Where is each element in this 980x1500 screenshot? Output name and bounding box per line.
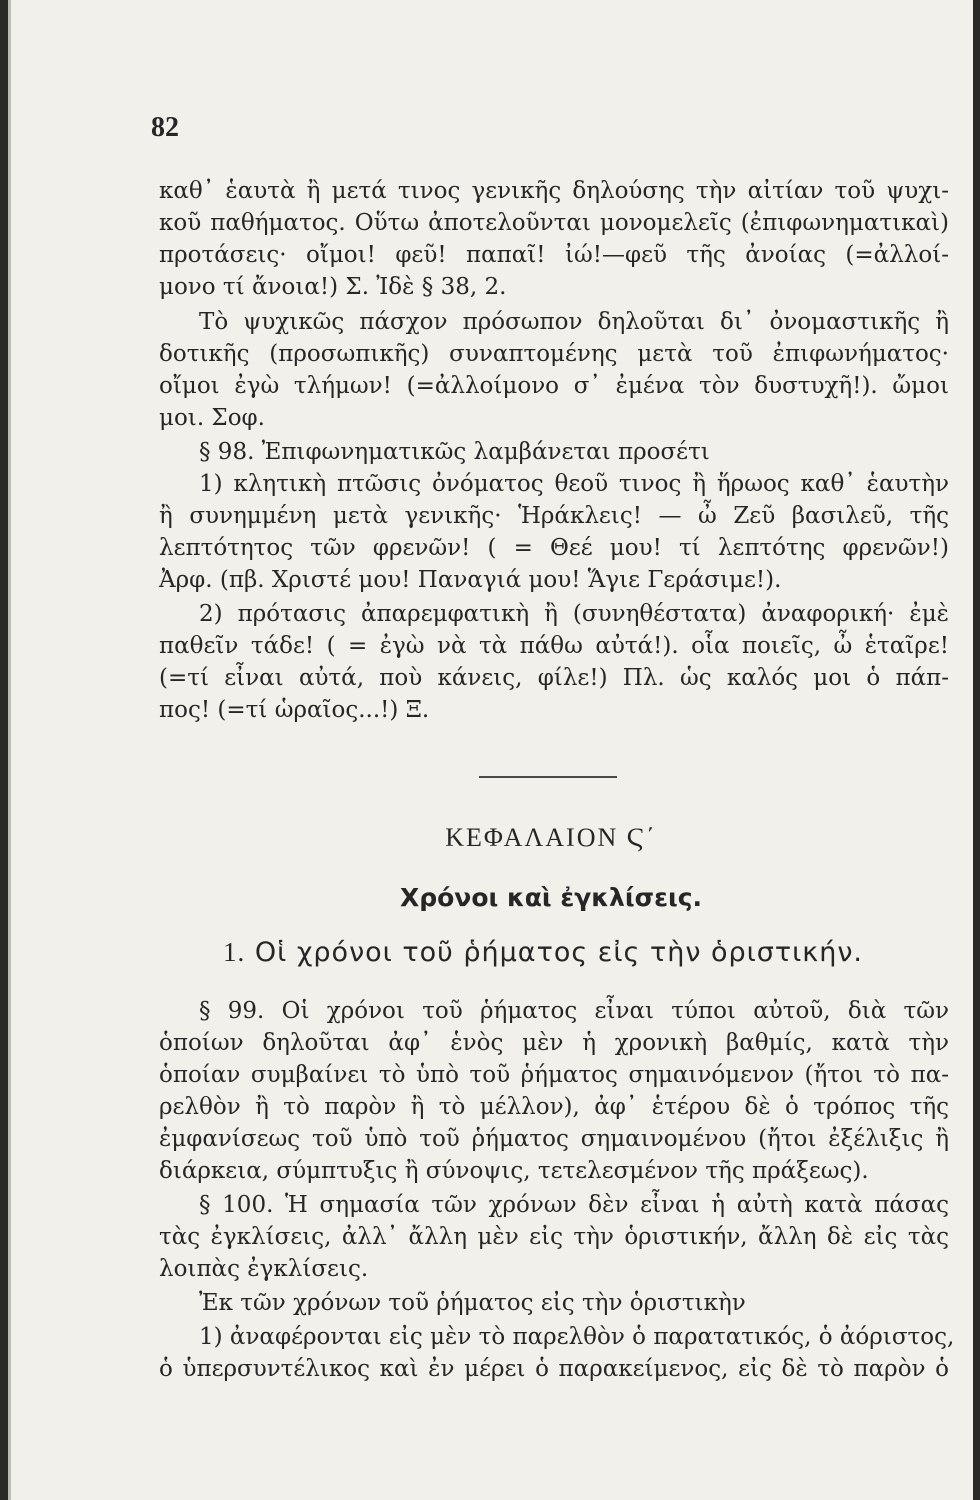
text-line: 2) πρότασις ἀπαρεμφατικὴ ἢ (συνηθέστατα) ἀναφορική· ἐμὲ bbox=[199, 601, 949, 627]
text-line: παθεῖν τάδε! ( = ἐγὼ νὰ τὰ πάθω αὐτά!). οἷα ποιεῖς, ὦ ἑταῖρε! bbox=[159, 633, 949, 659]
text-line: ὁ ὑπερσυντέλικος καὶ ἐν μέρει ὁ παρακείμενος, εἰς δὲ τὸ παρὸν ὁ bbox=[159, 1356, 949, 1382]
page-number: 82 bbox=[151, 112, 179, 143]
text-line: Ἀρφ. (πβ. Χριστέ μου! Παναγιά μου! Ἅγιε Γεράσιμε!). bbox=[159, 567, 782, 593]
text-line: μοι. Σοφ. bbox=[159, 405, 265, 431]
section-divider bbox=[479, 776, 617, 778]
text-line: λοιπὰς ἐγκλίσεις. bbox=[159, 1256, 369, 1282]
text-line: λεπτότητος τῶν φρενῶν! ( = Θεέ μου! τί λεπτότης φρενῶν!) bbox=[159, 535, 949, 561]
text-line: διάρκεια, σύμπτυξις ἢ σύνοψις, τετελεσμένον τῆς πράξεως). bbox=[159, 1158, 869, 1184]
text-line: ἐμφανίσεως τοῦ ὑπὸ τοῦ ῥήματος σημαινομένου (ἤτοι ἐξέλιξις ἢ bbox=[159, 1126, 949, 1152]
text-line: δοτικῆς (προσωπικῆς) συναπτομένης μετὰ τοῦ ἐπιφωνήματος· bbox=[159, 341, 949, 367]
text-line: μονο τί ἄνοια!) Σ. Ἰδὲ § 38, 2. bbox=[159, 274, 507, 300]
section-heading bbox=[223, 937, 863, 968]
text-line: ὁποίων δηλοῦται ἀφ᾿ ἑνὸς μὲν ἡ χρονικὴ βαθμίς, κατὰ τὴν bbox=[159, 1030, 949, 1056]
text-line: ἢ συνημμένη μετὰ γενικῆς· Ἡράκλεις! — ὦ Ζεῦ βασιλεῦ, τῆς bbox=[159, 503, 949, 529]
text-line: καθ᾿ ἑαυτὰ ἢ μετά τινος γενικῆς δηλούσης τὴν αἰτίαν τοῦ ψυχι- bbox=[159, 178, 949, 204]
text-line: προτάσεις· οἴμοι! φεῦ! παπαῖ! ἰώ!—φεῦ τῆς ἀνοίας (=ἀλλοί- bbox=[159, 242, 949, 268]
section-98-heading: § 98. Ἐπιφωνηματικῶς λαμβάνεται προσέτι bbox=[199, 439, 710, 465]
text-line: Ἐκ τῶν χρόνων τοῦ ῥήματος εἰς τὴν ὁριστικὴν bbox=[199, 1290, 746, 1316]
text-line: (=τί εἶναι αὐτά, ποὺ κάνεις, φίλε!) Πλ. ὡς καλός μοι ὁ πάπ- bbox=[159, 665, 949, 691]
text-line: πος! (=τί ὡραῖος...!) Ξ. bbox=[159, 697, 430, 723]
text-line: 1) κλητικὴ πτῶσις ὀνόματος θεοῦ τινος ἢ ἥρωος καθ᾿ ἑαυτὴν bbox=[199, 471, 949, 497]
section-title: Οἱ χρόνοι τοῦ ῥήματος εἰς τὴν ὁριστικήν. bbox=[254, 937, 863, 968]
text-line: Τὸ ψυχικῶς πάσχον πρόσωπον δηλοῦται δι᾿ ὀνομαστικῆς ἢ bbox=[199, 309, 949, 335]
text-line: § 99. Οἱ χρόνοι τοῦ ῥήματος εἶναι τύποι αὐτοῦ, διὰ τῶν bbox=[199, 998, 949, 1024]
chapter-title: Χρόνοι καὶ ἐγκλίσεις. bbox=[399, 883, 703, 912]
text-line: κοῦ παθήματος. Οὕτω ἀποτελοῦνται μονομελεῖς (ἐπιφωνηματικαὶ) bbox=[159, 210, 949, 236]
text-line: τὰς ἐγκλίσεις, ἀλλ᾿ ἄλλη μὲν εἰς τὴν ὁριστικήν, ἄλλη δὲ εἰς τὰς bbox=[159, 1224, 949, 1250]
text-line: ὁποίαν συμβαίνει τὸ ὑπὸ τοῦ ῥήματος σημαινόμενον (ἤτοι τὸ πα- bbox=[159, 1062, 949, 1088]
chapter-heading: ΚΕΦΑΛΑΙΟΝ Ϛ΄ bbox=[445, 823, 657, 852]
section-number: 1. bbox=[223, 937, 246, 967]
text-line: § 100. Ἡ σημασία τῶν χρόνων δὲν εἶναι ἡ αὐτὴ κατὰ πάσας bbox=[199, 1192, 949, 1218]
book-page bbox=[8, 0, 973, 1500]
text-line: οἴμοι ἐγὼ τλήμων! (=ἀλλοίμονο σ᾿ ἐμένα τὸν δυστυχῆ!). ὤμοι bbox=[159, 373, 949, 399]
text-line: ρελθὸν ἢ τὸ παρὸν ἢ τὸ μέλλον), ἀφ᾿ ἑτέρου δὲ ὁ τρόπος τῆς bbox=[159, 1094, 949, 1120]
text-line: 1) ἀναφέρονται εἰς μὲν τὸ παρελθὸν ὁ παρατατικός, ὁ ἀόριστος, bbox=[199, 1324, 955, 1350]
